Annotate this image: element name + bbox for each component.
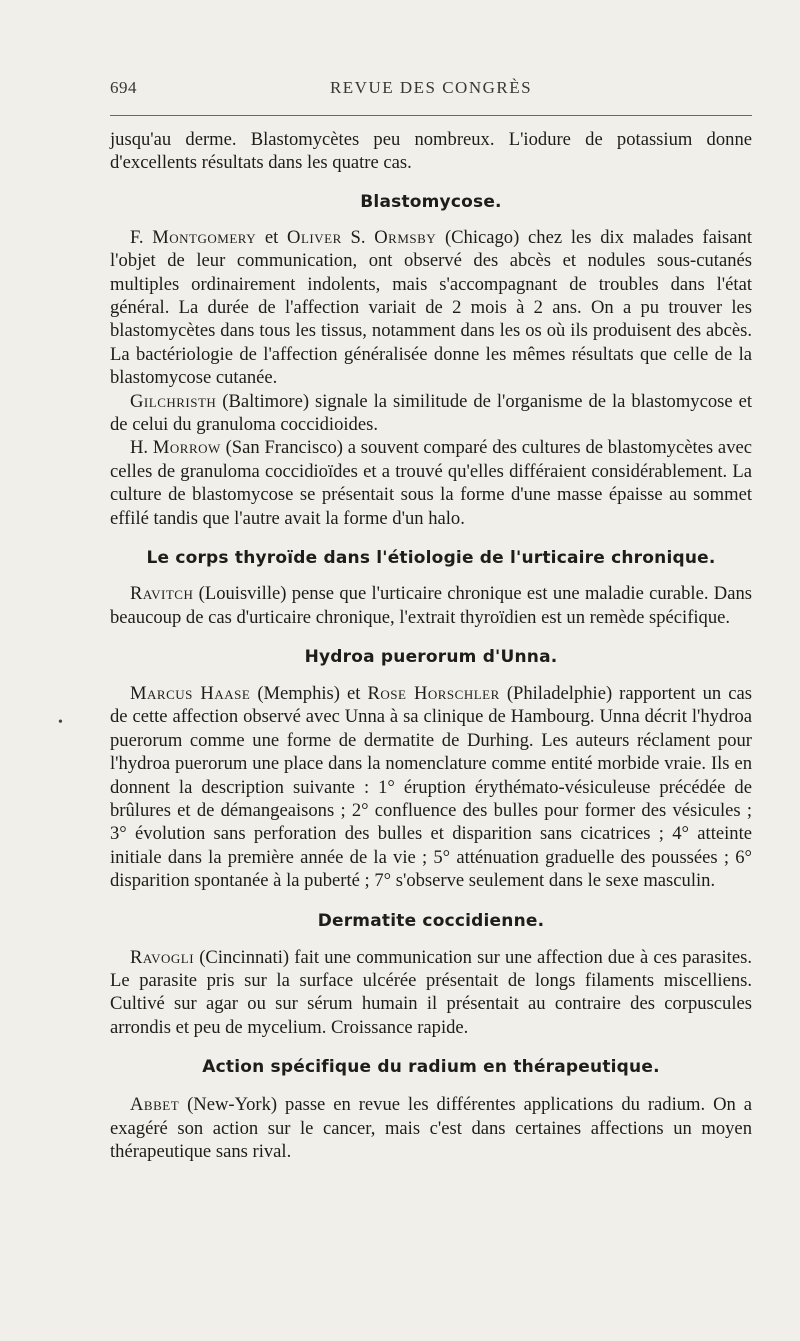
- intro-paragraph: jusqu'au derme. Blastomycètes peu nombreux. L'iodure de potassium donne d'excellents résultats dans les quatre cas.: [110, 129, 752, 174]
- section-title-dermatite: Dermatite coccidienne.: [317, 910, 545, 931]
- margin-mark: •: [58, 715, 63, 730]
- author-name: Marcus Haase: [130, 682, 251, 704]
- author-name: Morrow: [152, 437, 221, 459]
- header-rule: [110, 115, 752, 116]
- paragraph-morrow: H. Morrow (San Francisco) a souvent comparé des cultures de blastomycètes avec celles de granuloma coccidioïdes et a trouvé qu'elles différaient considérablement. La culture de blastomycose se présentait sous la forme d'une masse épaisse au sommet effilé tandis que l'autre avait la forme d'un halo.: [110, 437, 752, 529]
- author-name: Ravitch: [130, 583, 194, 605]
- paragraph-ravitch: Ravitch (Louisville) pense que l'urticaire chronique est une maladie curable. Dans beaucoup de cas d'urticaire chronique, l'extrait thyroïdien est un remède spécifique.: [110, 583, 752, 628]
- author-name: Gilchristh: [130, 390, 217, 412]
- running-title: REVUE DES CONGRÈS: [329, 78, 533, 97]
- paragraph-ravogli: Ravogli (Cincinnati) fait une communication sur une affection due à ces parasites. Le parasite pris sur la surface ulcérée présentait de longs filaments miscelliens. Cultivé sur agar ou sur sérum humain il présentait au contraire des corpuscules arrondis et peu de mycelium. Croissance rapide.: [110, 946, 752, 1038]
- article-body: [110, 128, 752, 1163]
- author-name: Montgomery: [152, 226, 257, 248]
- section-title-blastomycose: Blastomycose.: [360, 191, 502, 212]
- author-name: Oliver: [287, 226, 342, 248]
- paragraph-haase: Marcus Haase (Memphis) et Rose Horschler (Philadelphie) rapportent un cas de cette affection observé avec Unna à sa clinique de Hambourg. Unna décrit l'hydroa puerorum comme une forme de dermatite de Durhing. Les auteurs réclament pour l'hydroa puerorum une place dans la nomenclature comme entité morbide vraie. Ils en donnent la description suivante : 1° éruption érythémato-vésiculeuse précédée de brûlures et de démangeaisons ; 2° confluence des bulles pour former des vésicules ; 3° évolution sans perforation des bulles et disparition sans cicatrices ; 4° atteinte initiale dans la première année de la vie ; 5° atténuation graduelle des poussées ; 6° disparition spontanée à la puberté ; 7° s'observe seulement dans le sexe masculin.: [110, 682, 752, 892]
- author-name: Ormsby: [374, 226, 437, 248]
- paragraph-gilchristh: Gilchristh (Baltimore) signale la similitude de l'organisme de la blastomycose et de celui du granuloma coccidioides.: [110, 390, 752, 436]
- author-name: Ravogli: [130, 946, 195, 968]
- page-header: [110, 78, 752, 104]
- section-title-hydroa: Hydroa puerorum d'Unna.: [304, 646, 558, 667]
- paragraph-abbet: Abbet (New-York) passe en revue les différentes applications du radium. On a exagéré son action sur le cancer, mais c'est dans certaines affections un moyen thérapeutique sans rival.: [110, 1094, 752, 1162]
- paragraph-montgomery: F. Montgomery et Oliver S. Ormsby (Chicago) chez les dix malades faisant l'objet de leur communication, ont observé des abcès et nodules sous-cutanés multiples ordinairement indolents, mais s'accompagnant de troubles dans l'état général. La durée de l'affection variait de 2 mois à 2 ans. On a pu trouver les blastomycètes dans tous les tissus, notamment dans les os où ils produisent des abcès. La bactériologie de l'affection généralisée donne les mêmes résultats que celle de la blastomycose cutanée.: [110, 226, 752, 389]
- page-number: 694: [110, 78, 137, 97]
- author-name: Rose Horschler: [367, 682, 500, 704]
- section-title-radium: Action spécifique du radium en thérapeutique.: [202, 1057, 660, 1078]
- section-title-thyroide: Le corps thyroïde dans l'étiologie de l'urticaire chronique.: [146, 548, 716, 569]
- author-name: Abbet: [130, 1094, 180, 1116]
